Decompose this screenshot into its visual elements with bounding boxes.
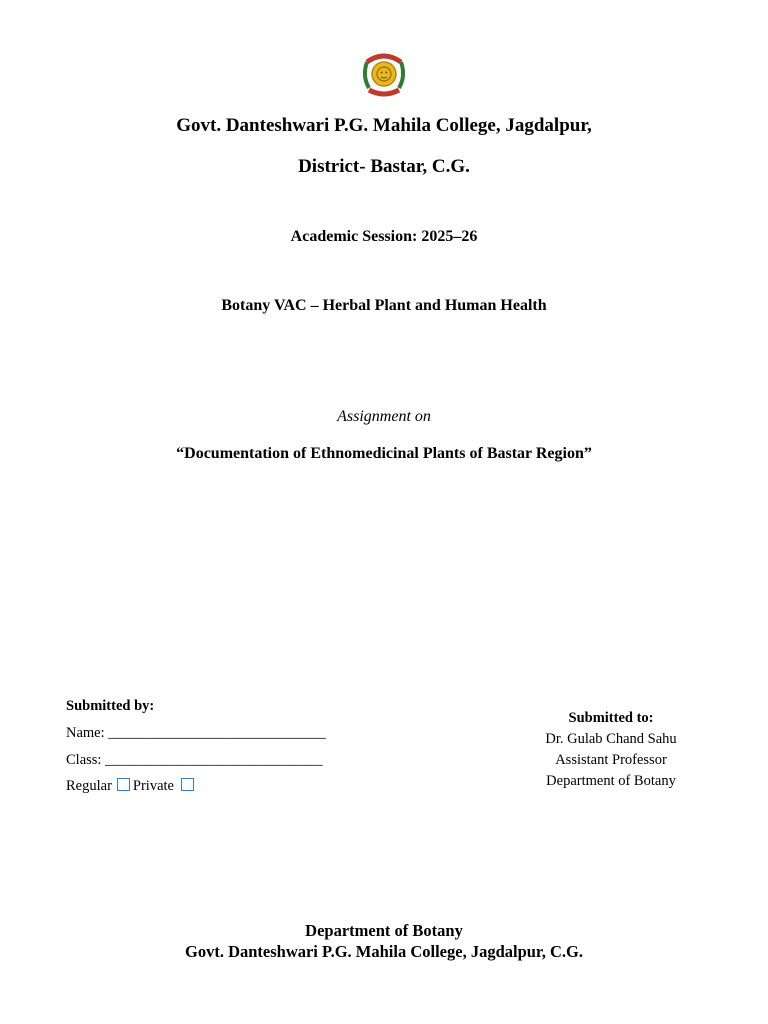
name-field: Name: ______________________________ [66, 725, 326, 741]
course-title: Botany VAC – Herbal Plant and Human Health [221, 297, 547, 314]
assignment-label: Assignment on [337, 408, 431, 425]
private-label: Private [132, 778, 174, 794]
submitted-to-heading: Submitted to: [568, 710, 654, 726]
teacher-designation: Assistant Professor [555, 752, 667, 768]
college-name-line2: District- Bastar, C.G. [298, 156, 470, 177]
regular-label: Regular [66, 778, 112, 794]
private-checkbox[interactable] [181, 778, 194, 791]
enrollment-type [66, 778, 197, 795]
submitted-by-heading: Submitted by: [66, 698, 155, 714]
college-emblem-icon [359, 48, 409, 100]
footer-college: Govt. Danteshwari P.G. Mahila College, Jagdalpur, C.G. [184, 942, 583, 961]
teacher-name: Dr. Gulab Chand Sahu [545, 731, 677, 747]
footer-department: Department of Botany [305, 921, 463, 940]
college-emblem [359, 48, 409, 100]
regular-checkbox[interactable] [117, 778, 130, 791]
class-field: Class: ______________________________ [66, 752, 323, 768]
college-name-line1: Govt. Danteshwari P.G. Mahila College, Jagdalpur, [176, 115, 592, 136]
assignment-title: “Documentation of Ethnomedicinal Plants of Bastar Region” [176, 445, 592, 462]
teacher-department: Department of Botany [546, 773, 676, 789]
academic-session: Academic Session: 2025–26 [290, 228, 478, 245]
